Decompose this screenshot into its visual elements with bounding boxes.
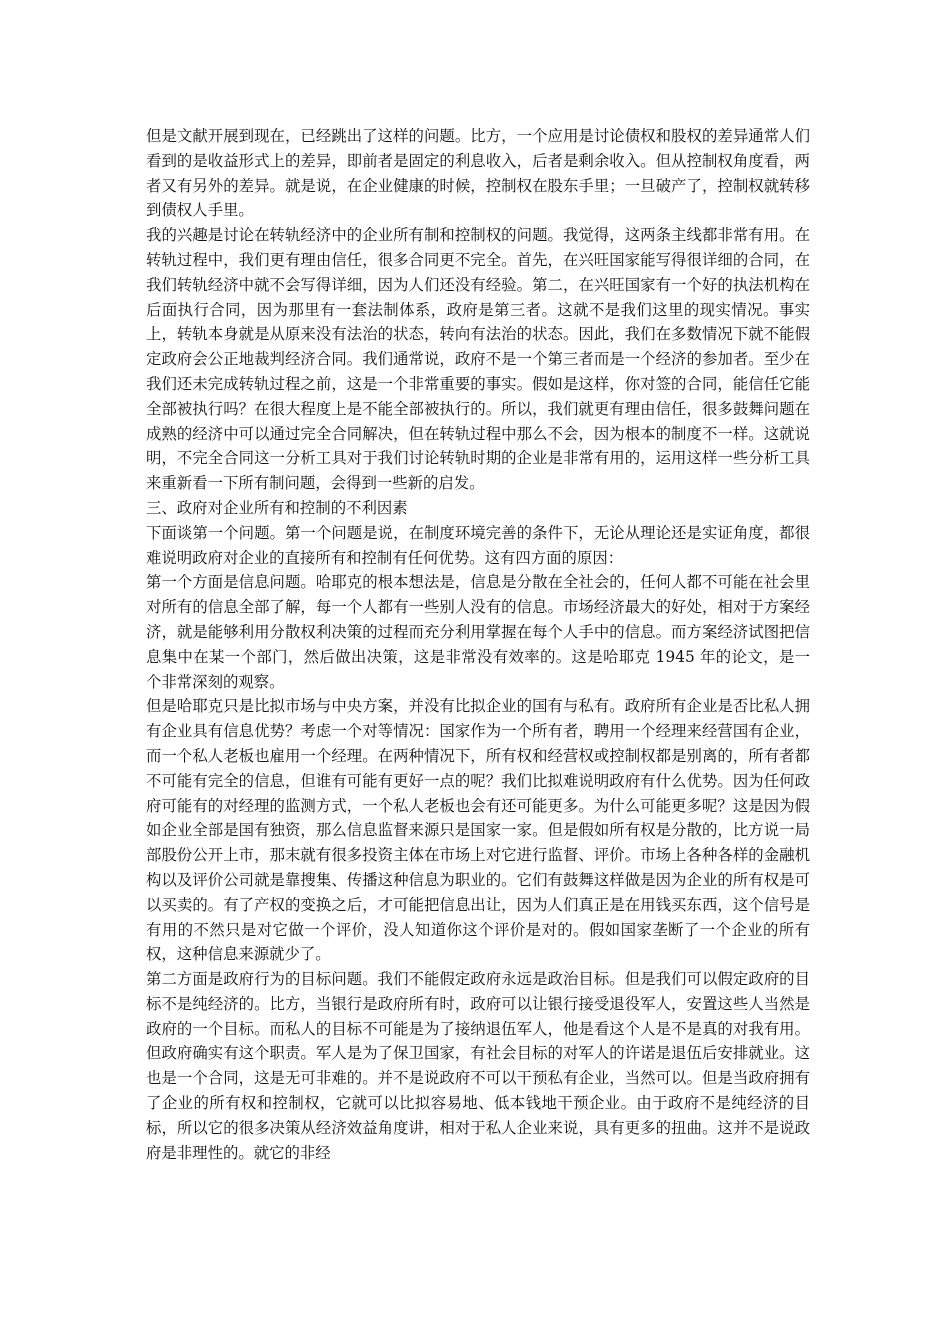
paragraph-debt-equity: 但是文献开展到现在，已经跳出了这样的问题。比方，一个应用是讨论债权和股权的差异通常人们看到的是收益形式上的差异，即前者是固定的利息收入，后者是剩余收入。但从控制权角度看，两者又有另外的差异。就是说，在企业健康的时候，控制权在股东手里；一旦破产了，控制权就转移到债权人手里。 [146,127,810,220]
paragraph-hayek-comparison: 但是哈耶克只是比拟市场与中央方案，并没有比拟企业的国有与私有。政府所有企业是否比私人拥有企业具有信息优势？考虑一个对等情况：国家作为一个所有者，聘用一个经理来经营国有企业，而一个私人老板也雇用一个经理。在两种情况下，所有权和经营权或控制权都是别离的，所有者都不可能有完全的信息，但谁有可能有更好一点的呢？我们比拟难说明政府有什么优势。因为任何政府可能有的对经理的监测方式，一个私人老板也会有还可能更多。为什么可能更多呢？这是因为假如企业全部是国有独资，那么信息监督来源只是国家一家。但是假如所有权是分散的，比方说一局部股份公开上市，那末就有很多投资主体在市场上对它进行监督、评价。市场上各种各样的金融机构以及评价公司就是靠搜集、传播这种信息为职业的。它们有鼓舞这样做是因为企业的所有权是可以买卖的。有了产权的变换之后，才可能把信息出让，因为人们真正是在用钱买东西，这个信号是有用的不然只是对它做一个评价，没人知道你这个评价是对的。假如国家垄断了一个企业的所有权，这种信息来源就少了。 [146,697,810,964]
paragraph-first-question: 下面谈第一个问题。第一个问题是说，在制度环境完善的条件下，无论从理论还是实证角度，都很难说明政府对企业的直接所有和控制有任何优势。这有四方面的原因： [146,523,810,567]
paragraph-information-problem: 第一个方面是信息问题。哈耶克的根本想法是，信息是分散在全社会的，任何人都不可能在社会里对所有的信息全部了解，每一个人都有一些别人没有的信息。市场经济最大的好处，相对于方案经济，就是能够利用分散权利决策的过程而充分利用掌握在每个人手中的信息。而方案经济试图把信息集中在某一个部门，然后做出决策，这是非常没有效率的。这是哈耶克 1945 年的论文，是一个非常深刻的观察。 [146,573,810,691]
document-body [146,124,810,1165]
paragraph-government-goals: 第二方面是政府行为的目标问题。我们不能假定政府永远是政治目标。但是我们可以假定政府的目标不是纯经济的。比方，当银行是政府所有时，政府可以让银行接受退役军人，安置这些人当然是政府的一个目标。而私人的目标不可能是为了接纳退伍军人，他是看这个人是不是真的对我有用。但政府确实有这个职责。军人是为了保卫国家，有社会目标的对军人的许诺是退伍后安排就业。这也是一个合同，这是无可非难的。并不是说政府不可以干预私有企业，当然可以。但是当政府拥有了企业的所有权和控制权，它就可以比拟容易地、低本钱地干预企业。由于政府不是纯经济的目标，所以它的很多决策从经济效益角度讲，相对于私人企业来说，具有更多的扭曲。这并不是说政府是非理性的。就它的非经 [146,970,810,1162]
section-heading-3: 三、政府对企业所有和控制的不利因素 [146,498,408,517]
paragraph-transition-economy: 我的兴趣是讨论在转轨经济中的企业所有制和控制权的问题。我觉得，这两条主线都非常有用。在转轨过程中，我们更有理由信任，很多合同更不完全。首先，在兴旺国家能写得很详细的合同，在我们转轨经济中就不会写得详细，因为人们还没有经验。第二，在兴旺国家有一个好的执法机构在后面执行合同，因为那里有一套法制体系，政府是第三者。这就不是我们这里的现实情况。事实上，转轨本身就是从原来没有法治的状态，转向有法治的状态。因此，我们在多数情况下就不能假定政府会公正地裁判经济合同。我们通常说，政府不是一个第三者而是一个经济的参加者。至少在我们还未完成转轨过程之前，这是一个非常重要的事实。假如是这样，你对签的合同，能信任它能全部被执行吗？在很大程度上是不能全部被执行的。所以，我们就更有理由信任，很多鼓舞问题在成熟的经济中可以通过完全合同解决，但在转轨过程中那么不会，因为根本的制度不一样。这就说明，不完全合同这一分析工具对于我们讨论转轨时期的企业是非常有用的，运用这样一些分析工具来重新看一下所有制问题，会得到一些新的启发。 [146,226,810,493]
